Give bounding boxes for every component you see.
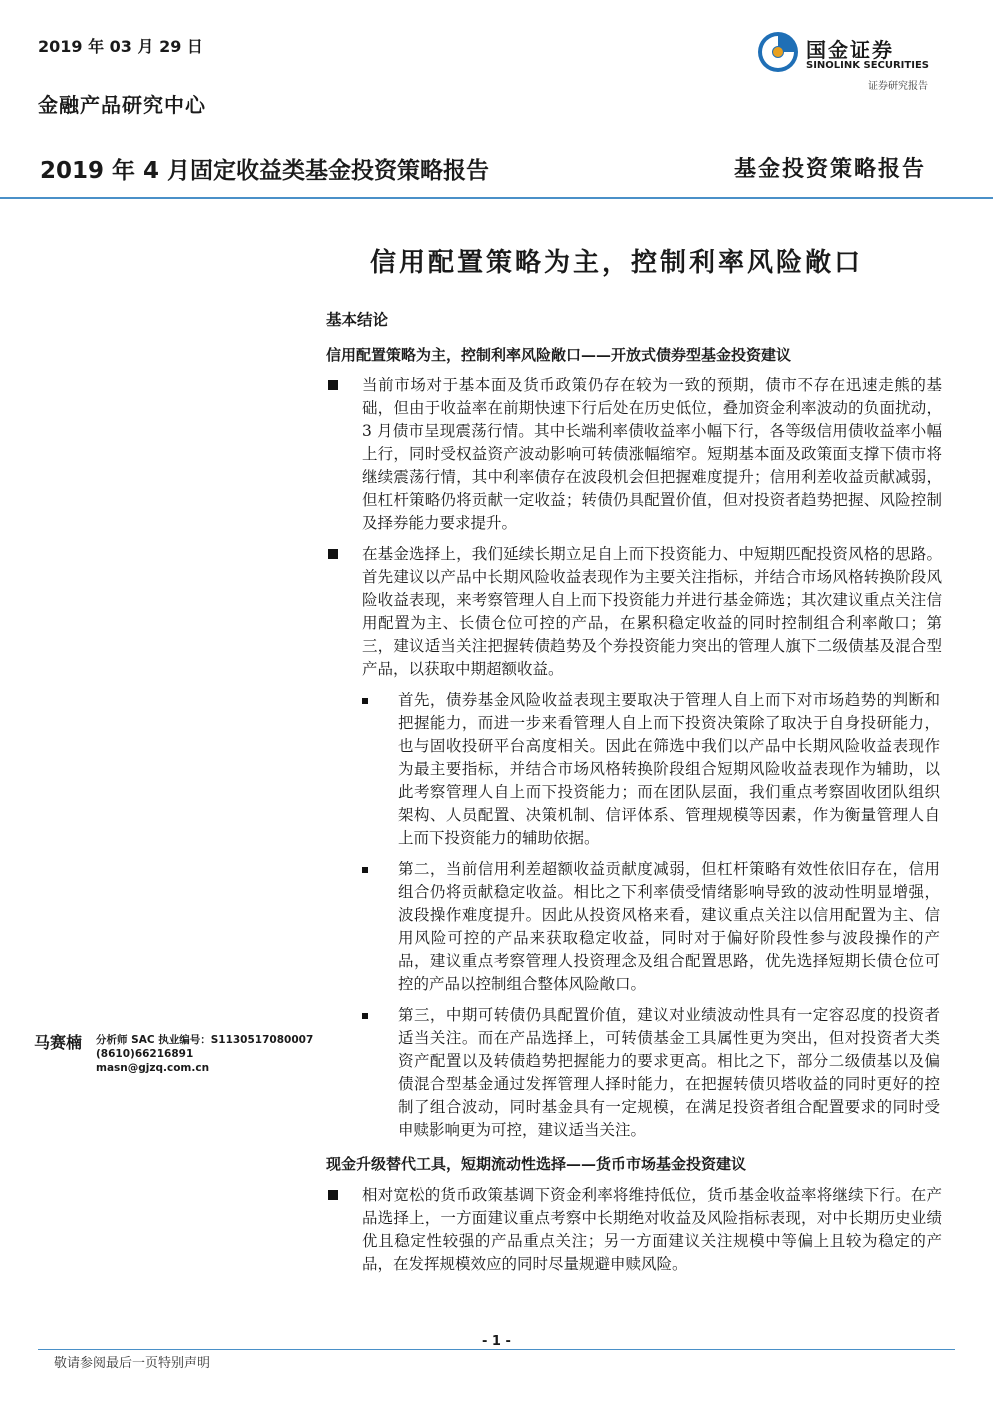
headline: 信用配置策略为主，控制利率风险敞口: [370, 248, 864, 278]
sub-paragraph-second: 第二，当前信用利差超额收益贡献度减弱，但杠杆策略有效性依旧存在，信用组合仍将贡献稳定收益。相比之下利率债受情绪影响导致的波动性明显增强，波段操作难度提升。因此从投资风格来看，建议重点关注以信用配置为主、信用风险可控的产品来获取稳定收益，同时对于偏好阶段性参与波段操作的产品，建议重点考察管理人投资理念及组合配置思路，优先选择短期长债仓位可控的产品以控制组合整体风险敞口。: [398, 860, 940, 993]
report-type: 基金投资策略报告: [734, 156, 927, 182]
bullet-icon: [328, 380, 338, 390]
analyst-contact: [96, 1033, 313, 1075]
bullet-icon: [328, 549, 338, 559]
header-divider: [0, 197, 993, 199]
disclaimer-note: 敬请参阅最后一页特别声明: [54, 1356, 211, 1371]
analyst-name: 马赛楠: [34, 1033, 83, 1052]
sub-paragraph-first: 首先，债券基金风险收益表现主要取决于管理人自上而下对市场趋势的判断和把握能力，而进一步来看管理人自上而下投资决策除了取决于自身投研能力，也与固收投研平台高度相关。因此在筛选中我们以产品中长期风险收益表现作为最主要指标，并结合市场风格转换阶段组合短期风险收益表现作为辅助，以此考察管理人自上而下投资能力；而在团队层面，我们重点考察固收团队组织架构、人员配置、决策机制、信评体系、管理规模等因素，作为衡量管理人自上而下投资能力的辅助依据。: [398, 691, 940, 847]
logo-company-en: SINOLINK SECURITIES: [806, 60, 929, 71]
page-number: - 1 -: [482, 1334, 511, 1349]
report-date: 2019 年 03 月 29 日: [38, 37, 203, 56]
subheading-money-funds: 现金升级替代工具，短期流动性选择——货币市场基金投资建议: [326, 1155, 747, 1173]
paragraph-selection: 在基金选择上，我们延续长期立足自上而下投资能力、中短期匹配投资风格的思路。首先建议以产品中长期风险收益表现作为主要关注指标，并结合市场风格转换阶段风险收益表现，来考察管理人自上而下投资能力并进行基金筛选；其次建议重点关注信用配置为主、长债仓位可控的产品，在累积稳定收益的同时控制组合利率敞口；第三，建议适当关注把握转债趋势及个券投资能力突出的管理人旗下二级债基及混合型产品，以获取中期超额收益。: [362, 545, 942, 678]
logo-subtitle: 证券研究报告: [868, 81, 928, 92]
sub-paragraph-third: 第三，中期可转债仍具配置价值，建议对业绩波动性具有一定容忍度的投资者适当关注。而在产品选择上，可转债基金工具属性更为突出，但对投资者大类资产配置以及转债趋势把握能力的要求更高。相比之下，部分二级债基以及偏债混合型基金通过发挥管理人择时能力，在把握转债贝塔收益的同时更好的控制了组合波动，同时基金具有一定规模，在满足投资者组合配置要求的同时受申赎影响更为可控，建议适当关注。: [398, 1006, 940, 1139]
sub-bullet-icon: [362, 698, 368, 704]
analyst-email[interactable]: masn@gjzq.com.cn: [96, 1062, 210, 1074]
sub-bullet-icon: [362, 1013, 368, 1019]
footer-divider: [38, 1349, 955, 1350]
sub-bullet-icon: [362, 867, 368, 873]
research-center-name: 金融产品研究中心: [38, 93, 206, 117]
logo-company-cn: 国金证券: [806, 38, 894, 62]
paragraph-market: 当前市场对于基本面及货币政策仍存在较为一致的预期，债市不存在迅速走熊的基础，但由于收益率在前期快速下行后处在历史低位，叠加资金利率波动的负面扰动，3 月债市呈现震荡行情。其中长端利率债收益率小幅下行，各等级信用债收益率小幅上行，同时受权益资产波动影响可转债涨幅缩窄。短期基本面及政策面支撑下债市将继续震荡行情，其中利率债存在波段机会但把握难度提升；信用利差收益贡献减弱，但杠杆策略仍将贡献一定收益；转债仍具配置价值，但对投资者趋势把握、风险控制及择券能力要求提升。: [362, 376, 942, 532]
analyst-phone: (8610)66216891: [96, 1048, 194, 1060]
section-heading: 基本结论: [326, 310, 389, 329]
analyst-license: 分析师 SAC 执业编号：S1130517080007: [96, 1034, 314, 1046]
bullet-icon: [328, 1190, 338, 1200]
sinolink-logo-icon: [756, 30, 800, 74]
report-title: 2019 年 4 月固定收益类基金投资策略报告: [40, 158, 490, 184]
subheading-bond-funds: 信用配置策略为主，控制利率风险敞口——开放式债券型基金投资建议: [326, 346, 792, 364]
paragraph-money-market: 相对宽松的货币政策基调下资金利率将维持低位，货币基金收益率将继续下行。在产品选择上，一方面建议重点考察中长期绝对收益及风险指标表现，对中长期历史业绩优且稳定性较强的产品重点关注；另一方面建议关注规模中等偏上且较为稳定的产品，在发挥规模效应的同时尽量规避申赎风险。: [362, 1186, 942, 1273]
